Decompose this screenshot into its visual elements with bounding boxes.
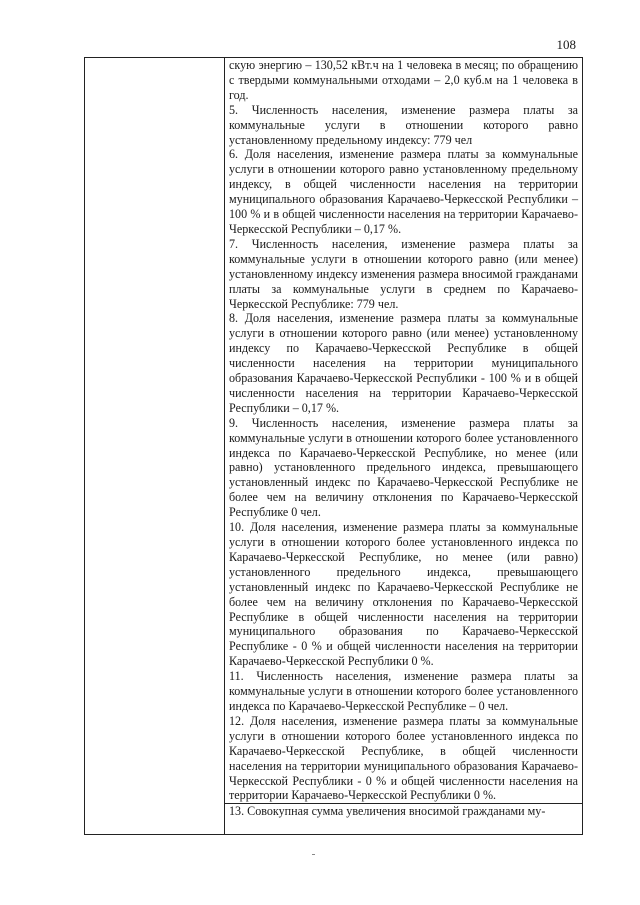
table-left-column (85, 58, 225, 834)
paragraph-item-7: 7. Численность населения, изменение размера платы за коммунальные услуги в отношении которого равно (или менее) установленному индексу изменения размера вносимой гражданами платы за коммунальные услуги в среднем по Карачаево-Черкесской Республике: 779 чел. (229, 236, 578, 311)
paragraph-item-11: 11. Численность населения, изменение размера платы за коммунальные услуги в отношении которого более установленного индекса по Карачаево-Черкесской Республике – 0 чел. (229, 669, 578, 713)
paragraph-item-12: 12. Доля населения, изменение размера платы за коммунальные услуги в отношении которого более установленного индекса по Карачаево-Черкесской Республике, в общей численности населения на территории муниципального образования Карачаево-Черкесской Республики - 0 % и общей численности населения на территории Карачаево-Черкесской Республики 0 %. (229, 713, 578, 803)
scan-artifact (312, 854, 315, 855)
paragraph-item-13: 13. Совокупная сумма увеличения вносимой гражданами му- (225, 803, 582, 819)
document-table (84, 57, 583, 835)
table-right-column (225, 58, 582, 834)
paragraph-item-10: 10. Доля населения, изменение размера платы за коммунальные услуги в отношении которого более установленного индекса по Карачаево-Черкесской Республике, но менее (или равно) установленного предельного индекса, превышающего установленный индекс по Карачаево-Черкесской Республике не более чем на величину отклонения по Карачаево-Черкесской Республике в общей численности населения на территории муниципального образования по Карачаево-Черкесской Республике - 0 % и общей численности населения на территории Карачаево-Черкесской Республики 0 %. (229, 520, 578, 669)
paragraph-item-5: 5. Численность населения, изменение размера платы за коммунальные услуги в отношении которого равно установленному предельному индексу: 779 чел (229, 102, 578, 147)
paragraph-item-6: 6. Доля населения, изменение размера платы за коммунальные услуги в отношении которого равно установленному предельному индексу, в общей численности населения на территории муниципального образования Карачаево-Черкесской Республики – 100 % и в общей численности населения на территории Карачаево-Черкесской Республики – 0,17 %. (229, 147, 578, 236)
paragraph-item-8: 8. Доля населения, изменение размера платы за коммунальные услуги в отношении которого равно (или менее) установленному индексу по Карачаево-Черкесской Республике в общей численности населения на территории муниципального образования Карачаево-Черкесской Республики - 100 % и в общей численности населения на территории Карачаево-Черкесской Республики – 0,17 %. (229, 311, 578, 415)
paragraph-continuation: скую энергию – 130,52 кВт.ч на 1 человека в месяц; по обращению с твердыми коммунальными отходами – 2,0 куб.м на 1 человека в год. (229, 58, 578, 102)
page-number: 108 (556, 37, 576, 52)
paragraph-item-9: 9. Численность населения, изменение размера платы за коммунальные услуги в отношении которого более установленного индекса по Карачаево-Черкесской Республике, но менее (или равно) установленного предельного индекса, превышающего установленный индекс по Карачаево-Черкесской Республике не более чем на величину отклонения по Карачаево-Черкесской Республике 0 чел. (229, 415, 578, 520)
